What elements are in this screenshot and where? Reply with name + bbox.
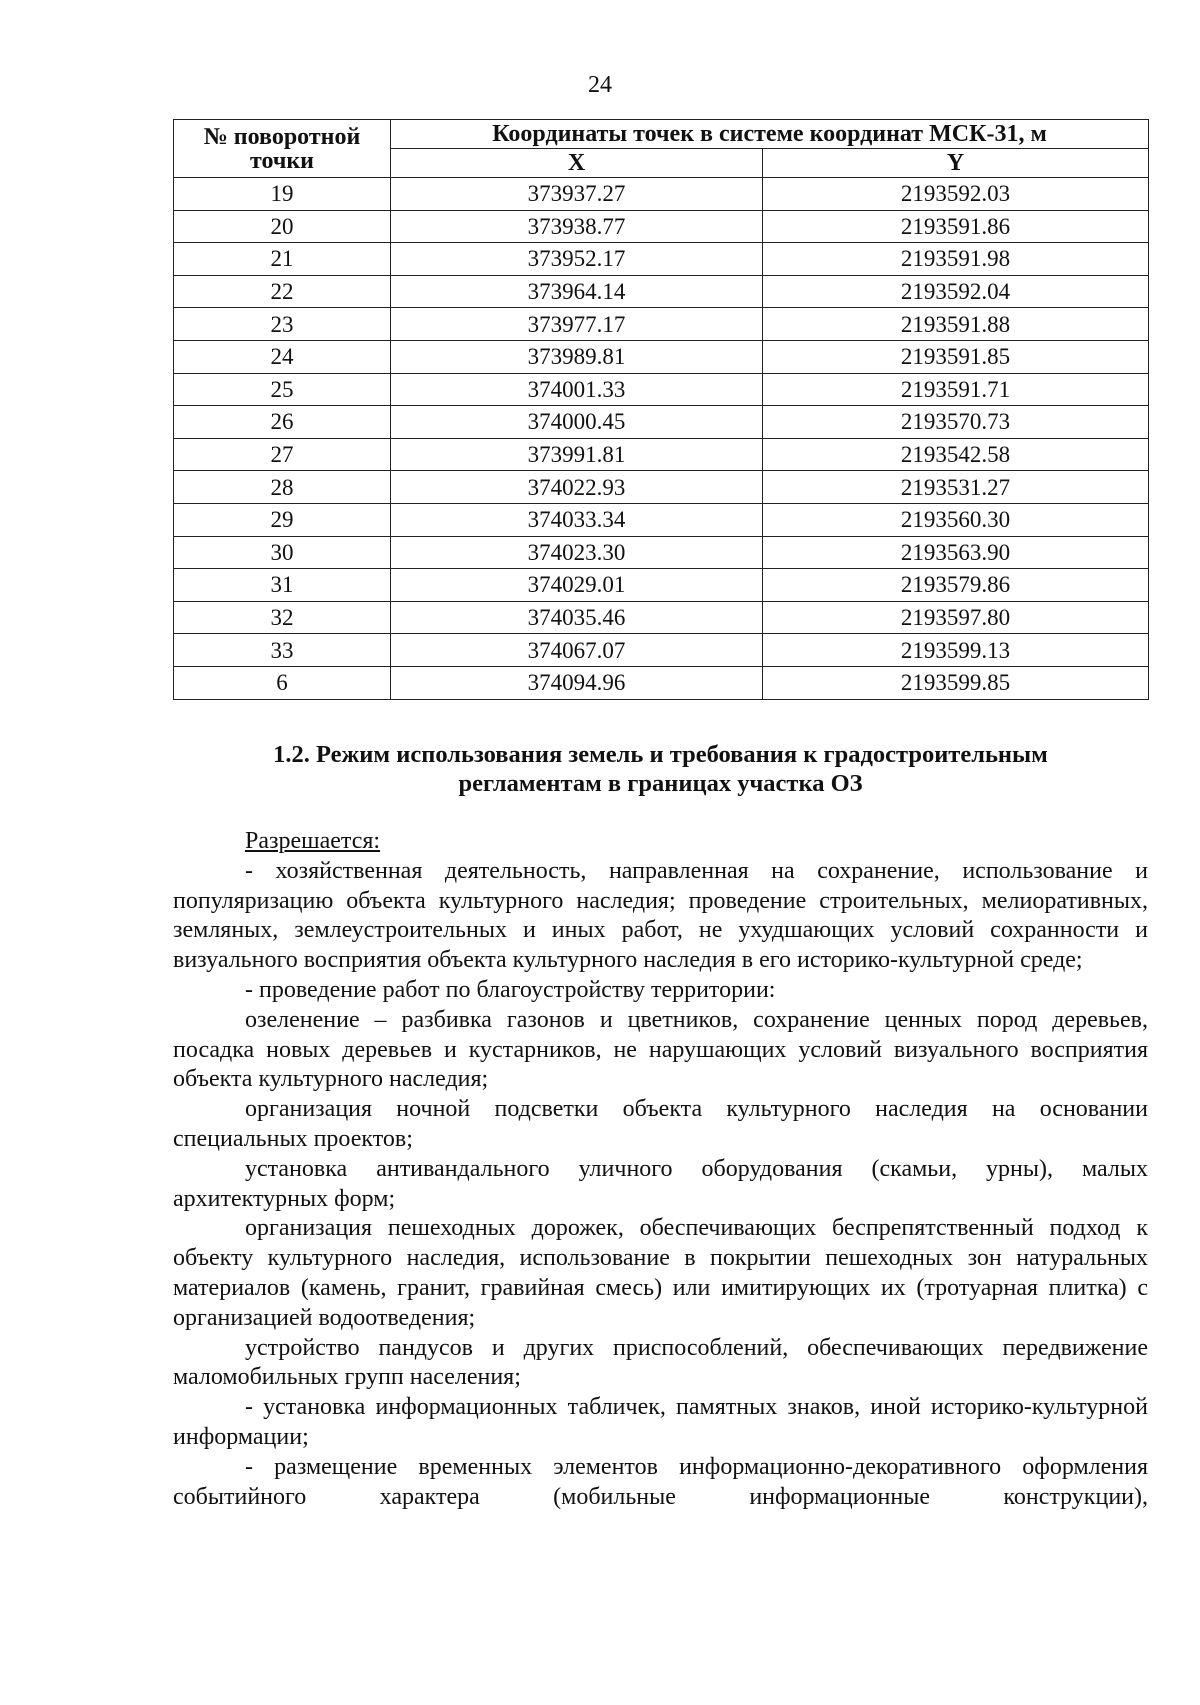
point-number-cell: 26	[174, 406, 391, 439]
paragraph-night-lighting: организация ночной подсветки объекта культурного наследия на основании специальных проектов;	[173, 1096, 1148, 1152]
point-number-header: № поворотной точки	[174, 120, 391, 178]
section-body	[173, 827, 1148, 1512]
x-column-header: X	[391, 149, 763, 178]
table-row	[174, 503, 1149, 536]
x-coordinate-cell: 374029.01	[391, 569, 763, 602]
y-coordinate-cell: 2193560.30	[763, 503, 1149, 536]
x-coordinate-cell: 374035.46	[391, 601, 763, 634]
x-coordinate-cell: 374067.07	[391, 634, 763, 667]
y-coordinate-cell: 2193563.90	[763, 536, 1149, 569]
y-coordinate-cell: 2193591.88	[763, 308, 1149, 341]
point-number-cell: 24	[174, 340, 391, 373]
paragraph-temporary-elements: - размещение временных элементов информационно-декоративного оформления событийного характера (мобильные информационные конструкции),	[173, 1453, 1148, 1510]
y-coordinate-cell: 2193542.58	[763, 438, 1149, 471]
point-number-cell: 19	[174, 178, 391, 211]
paragraph-economic-activity: - хозяйственная деятельность, направленная на сохранение, использование и популяризацию объекта культурного наследия; проведение строительных, мелиоративных, земляных, землеустроительных и иных работ, не ухудшающих условий сохранности и визуального восприятия объекта культурного наследия в его историко-культурной среде;	[173, 857, 1148, 974]
table-row	[174, 406, 1149, 439]
x-coordinate-cell: 374001.33	[391, 373, 763, 406]
table-row	[174, 438, 1149, 471]
x-coordinate-cell: 373937.27	[391, 178, 763, 211]
table-row	[174, 210, 1149, 243]
table-row	[174, 569, 1149, 602]
x-coordinate-cell: 374033.34	[391, 503, 763, 536]
y-coordinate-cell: 2193579.86	[763, 569, 1149, 602]
table-row	[174, 666, 1149, 699]
table-row	[174, 536, 1149, 569]
y-coordinate-cell: 2193597.80	[763, 601, 1149, 634]
point-number-cell: 32	[174, 601, 391, 634]
x-coordinate-cell: 373964.14	[391, 275, 763, 308]
section-heading-line-1: 1.2. Режим использования земель и требования к градостроительным	[273, 741, 1048, 768]
x-coordinate-cell: 373991.81	[391, 438, 763, 471]
allowed-label: Разрешается:	[245, 828, 381, 854]
point-number-cell: 28	[174, 471, 391, 504]
paragraph-greening: озеленение – разбивка газонов и цветников, сохранение ценных пород деревьев, посадка новых деревьев и кустарников, не нарушающих условий визуального восприятия объекта культурного наследия;	[173, 1006, 1148, 1093]
x-coordinate-cell: 373977.17	[391, 308, 763, 341]
section-heading	[173, 740, 1148, 798]
point-number-cell: 33	[174, 634, 391, 667]
y-coordinate-cell: 2193591.85	[763, 340, 1149, 373]
x-coordinate-cell: 373952.17	[391, 243, 763, 276]
table-row	[174, 275, 1149, 308]
point-number-cell: 31	[174, 569, 391, 602]
coordinates-table	[173, 119, 1149, 700]
y-column-header: Y	[763, 149, 1149, 178]
x-coordinate-cell: 374094.96	[391, 666, 763, 699]
x-coordinate-cell: 374023.30	[391, 536, 763, 569]
y-coordinate-cell: 2193592.04	[763, 275, 1149, 308]
y-coordinate-cell: 2193591.86	[763, 210, 1149, 243]
point-number-cell: 22	[174, 275, 391, 308]
table-row	[174, 178, 1149, 211]
table-row	[174, 601, 1149, 634]
y-coordinate-cell: 2193599.85	[763, 666, 1149, 699]
table-row	[174, 373, 1149, 406]
point-number-cell: 21	[174, 243, 391, 276]
coordinates-header: Координаты точек в системе координат МСК-31, м	[391, 120, 1149, 149]
y-coordinate-cell: 2193592.03	[763, 178, 1149, 211]
paragraph-landscaping-works: - проведение работ по благоустройству территории:	[245, 976, 776, 1003]
point-number-cell: 27	[174, 438, 391, 471]
paragraph-info-plates: - установка информационных табличек, памятных знаков, иной историко-культурной информации;	[173, 1394, 1148, 1450]
point-number-cell: 23	[174, 308, 391, 341]
x-coordinate-cell: 374022.93	[391, 471, 763, 504]
table-row	[174, 340, 1149, 373]
point-number-cell: 20	[174, 210, 391, 243]
y-coordinate-cell: 2193591.71	[763, 373, 1149, 406]
point-number-cell: 25	[174, 373, 391, 406]
paragraph-pedestrian-paths: организация пешеходных дорожек, обеспечивающих беспрепятственный подход к объекту культурного наследия, использование в покрытии пешеходных зон натуральных материалов (камень, гранит, гравийная смесь) или имитирующих их (тротуарная плитка) с организацией водоотведения;	[173, 1215, 1148, 1331]
page-number: 24	[588, 72, 612, 98]
coordinates-table-body	[174, 178, 1149, 700]
table-row	[174, 471, 1149, 504]
point-number-cell: 29	[174, 503, 391, 536]
y-coordinate-cell: 2193599.13	[763, 634, 1149, 667]
y-coordinate-cell: 2193531.27	[763, 471, 1149, 504]
y-coordinate-cell: 2193570.73	[763, 406, 1149, 439]
x-coordinate-cell: 373989.81	[391, 340, 763, 373]
table-row	[174, 308, 1149, 341]
paragraph-ramps: устройство пандусов и других приспособлений, обеспечивающих передвижение маломобильных групп населения;	[173, 1334, 1148, 1391]
table-row	[174, 634, 1149, 667]
x-coordinate-cell: 374000.45	[391, 406, 763, 439]
table-row	[174, 243, 1149, 276]
x-coordinate-cell: 373938.77	[391, 210, 763, 243]
paragraph-street-equipment: установка антивандального уличного оборудования (скамьи, урны), малых архитектурных форм;	[173, 1155, 1148, 1212]
y-coordinate-cell: 2193591.98	[763, 243, 1149, 276]
point-number-cell: 30	[174, 536, 391, 569]
section-heading-line-2: регламентам в границах участка ОЗ	[458, 770, 863, 797]
point-number-cell: 6	[174, 666, 391, 699]
